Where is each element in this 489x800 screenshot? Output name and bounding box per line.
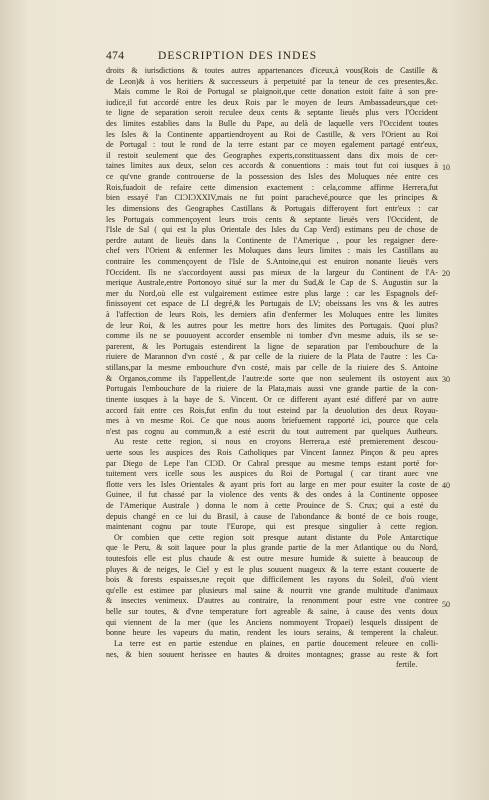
- page-number: 474: [106, 50, 125, 62]
- text-line: n'est pas cognu au commun,& a esté escrit du tout autrement par quelques Autheurs.: [106, 426, 438, 436]
- text-line: contraire les commençoyent de l'Isle de S.Antoine,qui est enuiron nonante lieuës vers: [106, 256, 438, 266]
- text-line: Au reste cette region, si nous en croyons Herrera,a esté premierement descou-: [114, 437, 438, 447]
- text-line: bien essayé l'an CIƆIƆXXIV,mais ne fut point parachevé,pource que les principes &: [106, 193, 438, 203]
- text-line: belle sur toutes, & d'vne temperature fort agreable & saine, à cause des vents doux: [106, 607, 438, 617]
- text-line: par Diego de Lepe l'an CIƆD. Or Cabral presque au mesme temps estant porté for-: [106, 458, 438, 468]
- margin-line-number: 20: [442, 269, 450, 278]
- text-line: taines limites aux deux, selon ces accords & conuentions : mais tout fut coi iusques à: [106, 161, 438, 171]
- text-line: droits & iurisdictions & toutes autres appartenances d'iceux,à vous(Rois de Castille &: [106, 66, 438, 75]
- text-line: les Portugais commençoyent leurs trois cents & septante lieuës vers l'Occident, de: [106, 214, 438, 224]
- body-text: [106, 66, 438, 671]
- margin-line-number: 30: [442, 375, 450, 384]
- text-line: à l'affection de leurs Rois, les derniers afin d'enfermer les Moluques entre les limites: [106, 310, 438, 320]
- margin-line-number: 10: [442, 163, 450, 172]
- text-line: que le Peru, & soit laquee pour la plus grande partie de la mer Atlantique ou du Nord,: [106, 543, 438, 553]
- text-line: Mais comme le Roi de Portugal se plaignoit,que cette donation estoit faite à son pre-: [114, 87, 438, 97]
- text-line: bois & forests espaisses,ne reçoit que difficilement les rayons du Soleil, d'où vient: [106, 575, 438, 585]
- text-line: comme ils ne se pouuoyent accorder ensemble ni tomber d'vn mesme aduis, ils se se-: [106, 331, 438, 341]
- text-line: pluyes & de neiges, le Ciel y est le plus souuent nuageux & la terre estant couuerte de: [106, 564, 438, 574]
- text-line: les dimensions des Geographes Castillans & Portugais differoyent fort entr'eux : car: [106, 203, 438, 213]
- text-line: l'Occident. Ils ne s'accordoyent aussi pas mieux de la largeur du Continent de l'A-: [106, 267, 438, 277]
- text-line: stillans,par la mesme embouchure d'vn costé, mais par celle de la riuiere des S. Antoine: [106, 363, 438, 373]
- text-line: de Leon)& à vos heritiers & successeurs à perpetuité par la teneur de ces presentes,&c.: [106, 76, 438, 86]
- running-title: DESCRIPTION DES INDES: [158, 50, 318, 62]
- text-line: Portugais l'embouchure de la riuiere de la Plata,mais aussi vne grande partie de la con-: [106, 384, 438, 394]
- text-line: Rois,fuadoit de refaire cette dimension exactement : cela,comme affirme Herrera,fut: [106, 182, 438, 192]
- text-line: des limites establies dans la Bulle du Pape, au delà de laquelle vers l'Occident toutes: [106, 119, 438, 129]
- text-line: accord fait entre ces Rois,fut enfin du tout esteind par la deuolution des deux Royau-: [106, 405, 438, 415]
- text-line: parerent, & les Portugais estendirent la ligne de separation par l'embouchure de la: [106, 341, 438, 351]
- text-line: uerte sous les auspices des Rois Catholiques par Vincent Iannez Pinçon & peu apres: [106, 447, 438, 457]
- text-line: Guinee, il fut chassé par la violence des vents & des ondes à la Continente opposee: [106, 490, 438, 500]
- margin-line-number: 50: [442, 600, 450, 609]
- text-line: qu'elle est estimee par plusieurs mal saine & nourrit vne grande multitude d'animaux: [106, 585, 438, 595]
- text-line: l'Isle de Sal ( qui est la plus Orientale des Isles du Cap Verd) estimans peu de chose de: [106, 225, 438, 235]
- text-line: te ligne de separation seroit reculee deux cents & septante lieuës plus vers l'Occident: [106, 108, 438, 118]
- page-header: [106, 50, 446, 64]
- text-line: mes à vn mesme Roi. Ce que nous auons briefuement rapporté ici, pource que cela: [106, 416, 438, 426]
- text-line: & insectes venimeux. D'autres au contraire, la renomment pour estre vne contree: [106, 596, 438, 606]
- text-line: mer du Nord,où elle est vulgairement estimee estre plus large : car les Espagnols def-: [106, 288, 438, 298]
- text-line: de Portugal : tout le rond de la terre estant par ce moyen egalement partagé entr'eux,: [106, 140, 438, 150]
- text-line: flotte vers les Isles Orientales & ayant pris fort au large en mer pour esuiter la coste de: [106, 479, 438, 489]
- text-line: chef vers l'Orient & enfermer les Moluques dans leurs limites : mais les Castillans au: [106, 246, 438, 256]
- text-line: iudice,il fut accordé entre les deux Rois par le moyen de leurs Ambassadeurs,que cet-: [106, 97, 438, 107]
- text-line: Or combien que cette region soit presque autant distante du Pole Antarctique: [114, 532, 438, 542]
- last-word: fertile.: [396, 660, 418, 670]
- text-line: toutesfois elle est plus chaude & est outre mesure humide & suiette à beaucoup de: [106, 554, 438, 564]
- text-line: qui viennent de la mer (que les Anciens nommoyent Tropaei) lesquels dissipent de: [106, 617, 438, 627]
- text-line: il restoit seulement que des Geographes experts,constituassent dans dix mois de cer-: [106, 150, 438, 160]
- text-line: finissoyent cet espace de LI degré,& les Portugais de LV; obeissans les vns & les autres: [106, 299, 438, 309]
- text-line: maintenant cognu par toute l'Europe, qui est presque singulier à cette region.: [106, 522, 438, 532]
- text-line: ce qu'vne grande controuerse de la possession des Isles des Moluques née entre ces: [106, 172, 438, 182]
- text-line: nes, & bien souuent herissee en hautes & droites montagnes; grasse au reste & fort: [106, 649, 438, 659]
- text-line: les Isles & la Continente appartiendroyent au Roi de Castille, & vers l'Orient au Roi: [106, 129, 438, 139]
- text-line: & Organos,comme ils l'appellent,de l'autre:de sorte que non seulement ils ostoyent aux: [106, 373, 438, 383]
- text-line: merique Australe,entre Portonoyo situé sur la mer du Sud,& le Cap de S. Augustin sur la: [106, 278, 438, 288]
- text-line: tuitement vers icelle sous les auspices du Roi de Portugal ( car tirant auec vne: [106, 469, 438, 479]
- text-line: tinente iusques à la baye de S. Vincent. Or ce different ayant esté differé par vn autre: [106, 394, 438, 404]
- text-line: de l'Amerique Australe ) donna le nom à cette Prouince de S. Crux; qui a esté du: [106, 500, 438, 510]
- text-line: bonne heure les vapeurs du matin, rendent les iours serains, & temperent la chaleur.: [106, 628, 438, 638]
- text-line: depuis changé en ce lui du Brasil, à cause de l'abondance & bonté de ce bois rouge,: [106, 511, 438, 521]
- text-line: riuiere de Marannon d'vn costé , & par celle de la riuiere de la Plata de l'autre : les Ca-: [106, 352, 438, 362]
- text-line: La terre est en partie estendue en plaines, en partie doucement releuee en colli-: [114, 638, 438, 648]
- text-line: de leur Roi, & les autres pour les mettre hors des limites des Portugais. Quoi plus?: [106, 320, 438, 330]
- text-line: perdre autant de lieuës dans la Continente de l'Amerique , pour les regaigner dere-: [106, 235, 438, 245]
- margin-line-number: 40: [442, 481, 450, 490]
